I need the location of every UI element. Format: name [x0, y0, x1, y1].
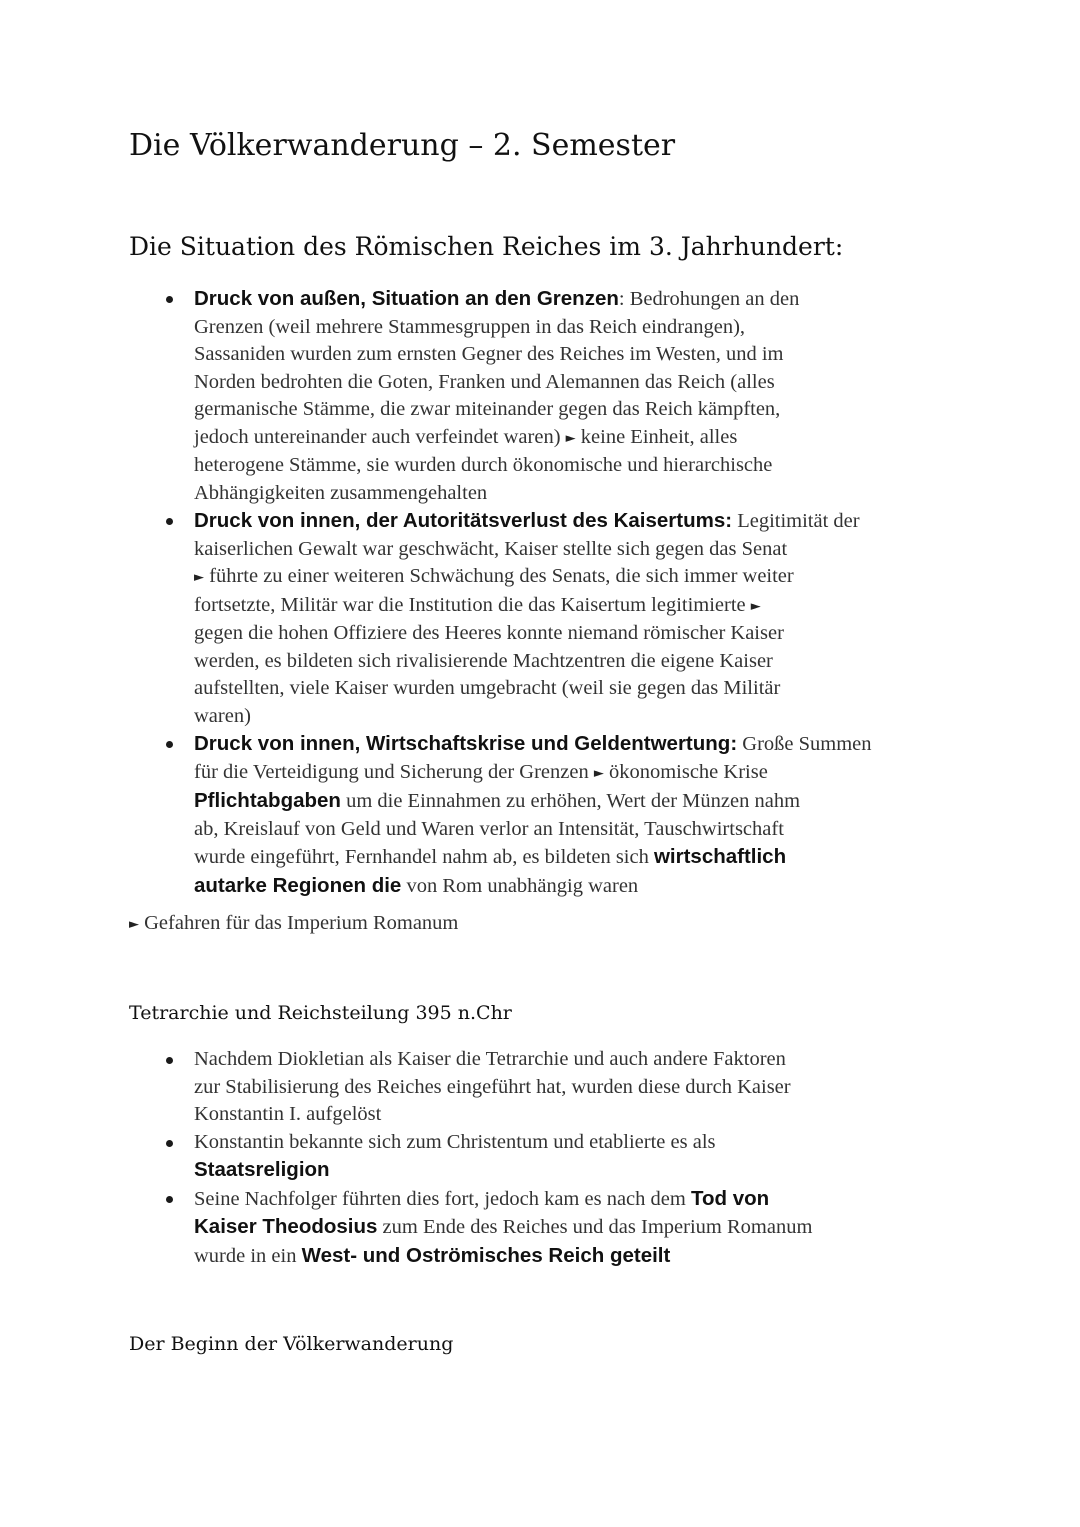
bullet-dot-icon	[166, 1196, 173, 1203]
text-line	[194, 285, 964, 314]
text-line	[194, 563, 964, 592]
text-line	[194, 592, 964, 621]
body-text: aufstellten, viele Kaiser wurden umgebracht (weil sie gegen das Militär	[194, 677, 781, 699]
body-text: Legitimität der	[732, 510, 860, 532]
bold-phrase: Tod von	[690, 1186, 770, 1210]
list-item	[194, 730, 964, 900]
body-text: Konstantin I. aufgelöst	[194, 1103, 382, 1125]
body-text: keine Einheit, alles	[580, 425, 738, 448]
text-line	[194, 1074, 964, 1102]
body-text: zur Stabilisierung des Reiches eingeführt hat, wurden diese durch Kaiser	[194, 1075, 791, 1098]
body-text: kaiserlichen Gewalt war geschwächt, Kaiser stellte sich gegen das Senat	[194, 537, 788, 560]
bold-phrase: Staatsreligion	[194, 1158, 330, 1181]
text-line	[194, 1101, 964, 1129]
text-line	[194, 536, 964, 564]
bold-phrase: wirtschaftlich	[653, 845, 787, 868]
body-text: Konstantin bekannte sich zum Christentum und etablierte es als	[194, 1130, 716, 1153]
body-text: ab, Kreislauf von Geld und Waren verlor an Intensität, Tauschwirtschaft	[194, 817, 784, 840]
bullet-list-roman-empire	[194, 285, 964, 900]
text-line	[194, 507, 964, 536]
bold-phrase: Druck von innen, Wirtschaftskrise und Geldentwertung:	[194, 732, 738, 755]
text-line	[194, 369, 964, 397]
arrow-icon: ►	[750, 598, 761, 614]
section-heading-roman-empire: Die Situation des Römischen Reiches im 3. Jahrhundert:	[129, 232, 844, 261]
bold-phrase: West- und Oströmisches Reich geteilt	[301, 1243, 671, 1267]
body-text: Grenzen (weil mehrere Stammesgruppen in das Reich eindrangen),	[194, 315, 746, 338]
text-line	[194, 480, 964, 508]
text-line	[194, 787, 964, 816]
text-line	[194, 1129, 964, 1157]
text-line	[194, 675, 964, 703]
text-line	[194, 759, 964, 788]
body-text: Sassaniden wurden zum ernsten Gegner des Reiches im Westen, und im	[194, 343, 784, 365]
body-text: Seine Nachfolger führten dies fort, jedoch kam es nach dem	[194, 1187, 691, 1210]
body-text: : Bedrohungen an den	[618, 288, 800, 310]
text-line	[194, 703, 964, 731]
body-text: werden, es bildeten sich rivalisierende Machtzentren die eigene Kaiser	[194, 649, 773, 672]
body-text: wurde in ein	[194, 1244, 302, 1267]
body-text: germanische Stämme, die zwar miteinander gegen das Reich kämpften,	[194, 398, 781, 420]
bullet-list-tetrarchie	[194, 1046, 964, 1270]
body-text: Norden bedrohten die Goten, Franken und Alemannen das Reich (alles	[194, 370, 775, 393]
body-text: fortsetzte, Militär war die Institution die das Kaisertum legitimierte	[194, 593, 746, 616]
bullet-dot-icon	[166, 1057, 173, 1064]
body-text: wurde eingeführt, Fernhandel nahm ab, es bildeten sich	[194, 846, 654, 868]
body-text: Große Summen	[737, 733, 872, 755]
text-line	[194, 1242, 964, 1271]
bold-phrase: Kaiser Theodosius	[194, 1215, 378, 1238]
bullet-dot-icon	[166, 296, 173, 303]
list-item	[194, 1129, 964, 1185]
bold-phrase: autarke Regionen die	[194, 873, 402, 897]
arrow-icon: ►	[194, 570, 204, 585]
body-text: jedoch untereinander auch verfeindet waren)	[194, 425, 561, 448]
body-text: waren)	[194, 704, 251, 727]
arrow-icon: ►	[565, 430, 576, 446]
list-item	[194, 285, 964, 507]
list-item	[194, 507, 964, 730]
text-line	[194, 424, 964, 453]
body-text: um die Einnahmen zu erhöhen, Wert der Münzen nahm	[340, 790, 801, 812]
text-line	[194, 730, 964, 759]
text-line	[194, 872, 964, 901]
body-text: gegen die hohen Offiziere des Heeres konnte niemand römischer Kaiser	[194, 622, 784, 644]
arrow-icon: ►	[593, 765, 604, 781]
body-text: heterogene Stämme, sie wurden durch ökonomische und hierarchische	[194, 454, 773, 476]
conclusion-line	[129, 909, 458, 939]
text-line	[194, 816, 964, 844]
text-line	[194, 452, 964, 480]
arrow-icon: ►	[129, 917, 139, 932]
text-line	[194, 1156, 964, 1185]
bullet-dot-icon	[166, 518, 173, 525]
body-text: führte zu einer weiteren Schwächung des Senats, die sich immer weiter	[209, 565, 794, 587]
conclusion-text: Gefahren für das Imperium Romanum	[144, 912, 459, 934]
bold-phrase: Druck von innen, der Autoritätsverlust des Kaisertums:	[194, 509, 733, 532]
bullet-dot-icon	[166, 1140, 173, 1147]
body-text: ökonomische Krise	[608, 760, 768, 783]
text-line	[194, 396, 964, 424]
text-line	[194, 341, 964, 369]
text-line	[194, 1185, 964, 1214]
list-item	[194, 1185, 964, 1271]
body-text: Abhängigkeiten zusammengehalten	[194, 481, 488, 504]
list-item	[194, 1046, 964, 1129]
section-heading-tetrarchie: Tetrarchie und Reichsteilung 395 n.Chr	[129, 1002, 512, 1024]
body-text: Nachdem Diokletian als Kaiser die Tetrarchie und auch andere Faktoren	[194, 1048, 786, 1070]
body-text: für die Verteidigung und Sicherung der Grenzen	[194, 760, 589, 783]
text-line	[194, 843, 964, 872]
bold-phrase: Druck von außen, Situation an den Grenzen	[194, 287, 619, 310]
document-title: Die Völkerwanderung – 2. Semester	[129, 128, 676, 163]
text-line	[194, 314, 964, 342]
text-line	[194, 620, 964, 648]
text-line	[194, 1046, 964, 1074]
section-heading-voelkerwanderung: Der Beginn der Völkerwanderung	[129, 1333, 454, 1355]
bold-phrase: Pflichtabgaben	[194, 789, 341, 812]
text-line	[194, 1213, 964, 1242]
bullet-dot-icon	[166, 741, 173, 748]
body-text: zum Ende des Reiches und das Imperium Romanum	[377, 1216, 813, 1238]
text-line	[194, 648, 964, 676]
body-text: von Rom unabhängig waren	[401, 874, 639, 897]
